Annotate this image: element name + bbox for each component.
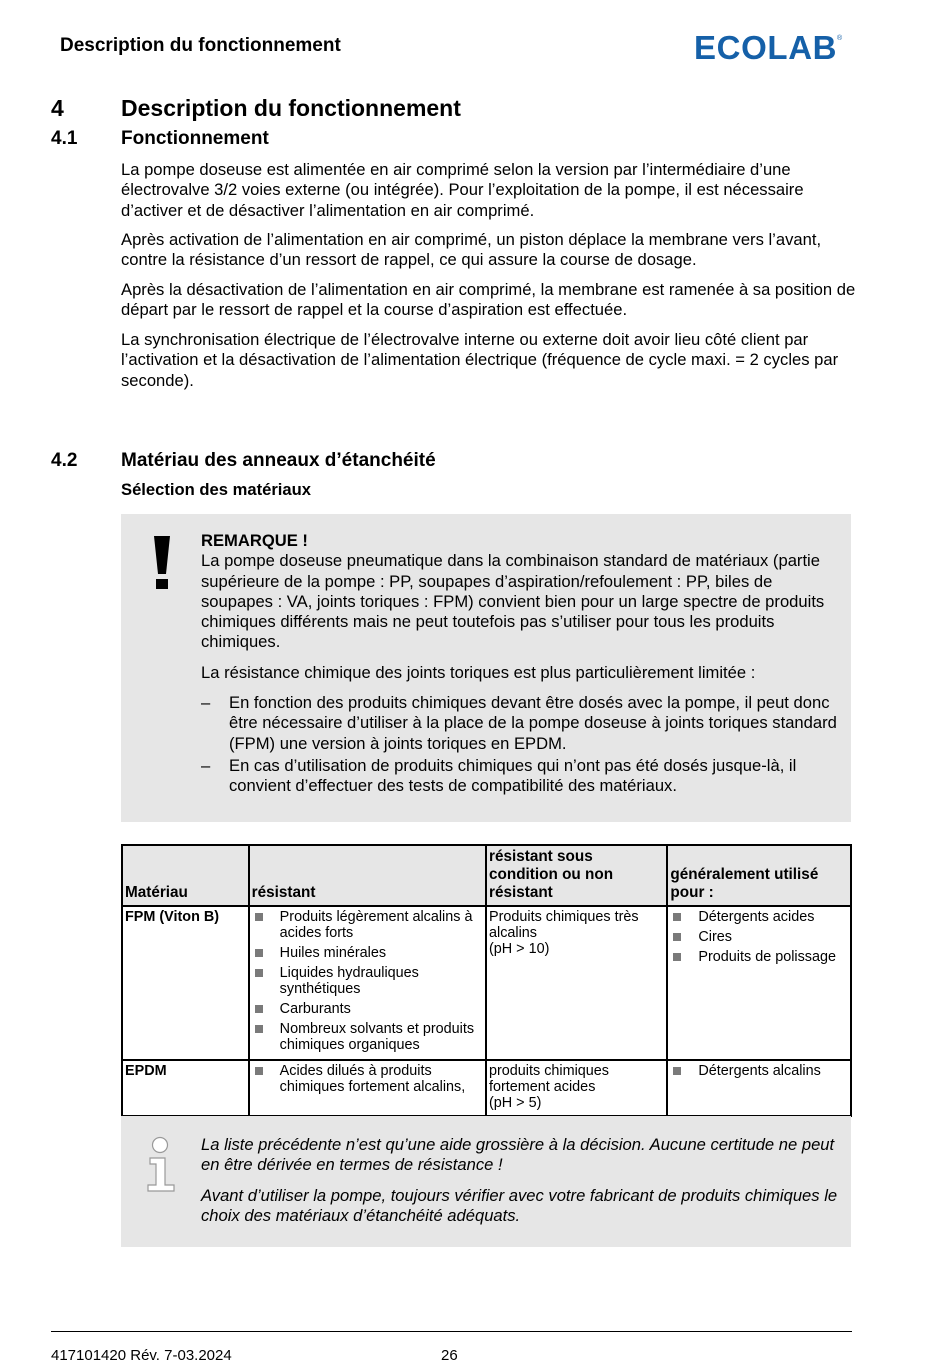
- conditional-cell: Produits chimiques très alcalins (pH > 10): [486, 906, 667, 1060]
- list-item: Carburants: [252, 1001, 483, 1017]
- conditional-cell: produits chimiques fortement acides (pH > 5): [486, 1060, 667, 1116]
- paragraph: Après activation de l’alimentation en air comprimé, un piston déplace la membrane vers l’avant, contre la résistance d’un ressort de rappel, ce qui assure la course de dosage.: [121, 230, 822, 270]
- note-text: La pompe doseuse pneumatique dans la combinaison standard de matériaux (partie supérieure de la pompe : PP, soupapes d’aspiration/refoulement : PP, biles de soupapes : VA, joints toriques : FPM) convient bien pour un large spectre de produits chimiques différents mais ne peut toutefois pas s’utiliser pour tous les produits chimiques.: [201, 551, 825, 652]
- list-item: – En cas d’utilisation de produits chimiques qui n’ont pas été dosés jusque-là, il convient d’effectuer des tests de compatibilité des matériaux.: [201, 755, 797, 796]
- usage-cell: [667, 1060, 851, 1116]
- footer-divider: [51, 1331, 852, 1332]
- list-item: Nombreux solvants et produits chimiques organiques: [252, 1021, 483, 1053]
- list-item: Cires: [670, 929, 848, 945]
- note-content: [201, 531, 841, 799]
- info-text: La liste précédente n’est qu’une aide grossière à la décision. Aucune certitude ne peut en être dérivée en termes de résistance !: [201, 1135, 835, 1175]
- material-cell: EPDM: [122, 1060, 249, 1116]
- subsection-title: Fonctionnement: [121, 128, 269, 149]
- subsection-title: Matériau des anneaux d’étanchéité: [121, 450, 436, 471]
- table-row: [122, 906, 851, 1060]
- section-number: 4: [51, 95, 64, 121]
- document-reference: 417101420 Rév. 7-03.2024: [51, 1347, 232, 1364]
- svg-text:ECOLAB: ECOLAB: [694, 30, 836, 62]
- dash-bullet: –: [201, 755, 211, 775]
- subheading: Sélection des matériaux: [121, 480, 311, 499]
- list-item: Huiles minérales: [252, 945, 483, 961]
- resistant-cell: [249, 1060, 486, 1116]
- info-content: [201, 1135, 841, 1236]
- paragraph: La pompe doseuse est alimentée en air comprimé selon la version par l’intermédiaire d’une électrovalve 3/2 voies externe (ou intégrée). Pour l’exploitation de la pompe, il est nécessaire d’activer et de désactiver l’alimentation en air comprimé.: [121, 160, 804, 220]
- note-text: La résistance chimique des joints toriques est plus particulièrement limitée :: [201, 662, 756, 682]
- note-title: REMARQUE !: [201, 531, 308, 550]
- table-header: généralement utilisé pour :: [667, 845, 851, 906]
- table-header: résistant sous condition ou non résistant: [486, 845, 667, 906]
- running-header-title: Description du fonctionnement: [60, 35, 341, 56]
- dash-bullet: –: [201, 693, 211, 713]
- list-item: Acides dilués à produits chimiques fortement alcalins,: [252, 1063, 483, 1095]
- subsection-number: 4.2: [51, 450, 78, 471]
- ecolab-logo: [694, 30, 844, 62]
- list-item: Détergents alcalins: [670, 1063, 848, 1079]
- list-item: Détergents acides: [670, 909, 848, 925]
- material-cell: FPM (Viton B): [122, 906, 249, 1060]
- list-item: Produits de polissage: [670, 949, 848, 965]
- list-item: Liquides hydrauliques synthétiques: [252, 965, 483, 997]
- page-number: 26: [441, 1347, 458, 1364]
- materials-table: [121, 844, 852, 1117]
- usage-cell: [667, 906, 851, 1060]
- info-text: Avant d’utiliser la pompe, toujours vérifier avec votre fabricant de produits chimiques le choix des matériaux d’étanchéité adéquats.: [201, 1185, 838, 1225]
- list-item: Produits légèrement alcalins à acides forts: [252, 909, 483, 941]
- table-header: Matériau: [122, 845, 249, 906]
- list-item: – En fonction des produits chimiques devant être dosés avec la pompe, il peut donc être nécessaire d’utiliser à la place de la pompe doseuse à joints toriques standard (FPM) une version à joints toriques en EPDM.: [201, 693, 837, 753]
- info-icon: [143, 1136, 179, 1192]
- paragraph: La synchronisation électrique de l’électrovalve interne ou externe doit avoir lieu côté client par l’activation et la désactivation de l’alimentation électrique (fréquence de cycle maxi. = 2 cycles par seconde).: [121, 330, 839, 390]
- table-header: résistant: [249, 845, 486, 906]
- exclamation-icon: [142, 534, 182, 590]
- svg-text:®: ®: [837, 35, 843, 42]
- resistant-cell: [249, 906, 486, 1060]
- section-title: Description du fonctionnement: [121, 95, 461, 121]
- paragraph: Après la désactivation de l’alimentation en air comprimé, la membrane est ramenée à sa position de départ par le ressort de rappel et la course d’aspiration est effectuée.: [121, 280, 856, 320]
- table-row: [122, 1060, 851, 1116]
- subsection-number: 4.1: [51, 128, 78, 149]
